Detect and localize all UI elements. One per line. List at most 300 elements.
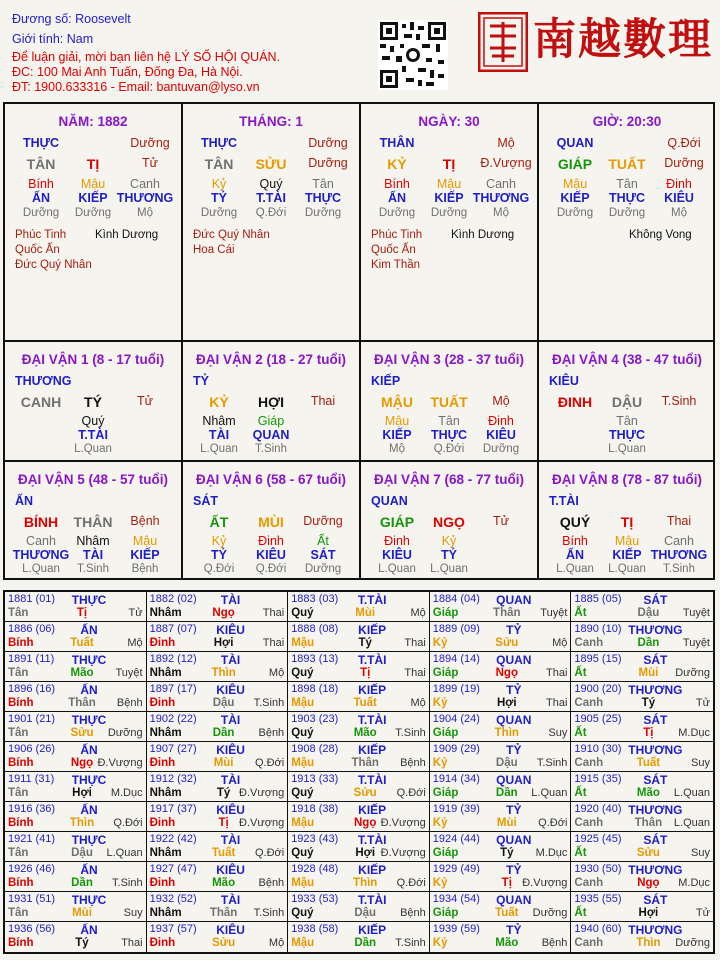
gender: Giới tính: Nam bbox=[12, 32, 94, 46]
pillar-stem: TÂN bbox=[26, 156, 56, 172]
year-stem: Đinh bbox=[149, 817, 176, 829]
year-god: KIẾP bbox=[358, 803, 387, 817]
dai-van-hidden: Giáp bbox=[257, 414, 285, 428]
dai-van-hidden: Canh bbox=[664, 534, 694, 548]
dai-van-branch: THÂN bbox=[73, 514, 113, 530]
year-stem: Tân bbox=[8, 727, 29, 739]
year-branch: Mão bbox=[495, 937, 519, 949]
year-cell bbox=[571, 652, 713, 682]
hidden-stem: Canh bbox=[486, 177, 516, 191]
year-stage: L.Quan bbox=[531, 787, 568, 799]
year-stem: Nhâm bbox=[149, 727, 182, 739]
hidden-god: KIÊU bbox=[664, 191, 694, 205]
year-branch: Mùi bbox=[355, 607, 376, 619]
year-god: TỶ bbox=[506, 683, 522, 697]
year-cell bbox=[430, 622, 572, 652]
dai-van-title: ĐẠI VẬN 8 (78 - 87 tuổi) bbox=[551, 472, 703, 487]
dai-van-branch: TỊ bbox=[620, 514, 634, 530]
year-stem: Đinh bbox=[149, 757, 176, 769]
year-cell bbox=[430, 742, 572, 772]
year-stem: Giáp bbox=[432, 847, 459, 859]
year-branch: Dần bbox=[212, 727, 235, 739]
year-cell bbox=[147, 772, 289, 802]
dai-van-hidden-phase: T.Sinh bbox=[663, 563, 695, 575]
star-item: Đức Quý Nhân bbox=[15, 259, 92, 271]
year-cell bbox=[288, 832, 430, 862]
year-stage: L.Quan bbox=[106, 847, 143, 859]
year-label: 1913 (33) bbox=[291, 773, 339, 785]
dai-van-hidden: Tân bbox=[616, 414, 638, 428]
pillar-branch: TUẤT bbox=[608, 156, 646, 172]
year-stage: Thai bbox=[262, 637, 285, 649]
hidden-stem: Mậu bbox=[80, 177, 106, 191]
year-cell bbox=[430, 892, 572, 922]
hidden-phase: Mộ bbox=[493, 207, 509, 219]
dai-van-hidden-god: TÀI bbox=[82, 548, 104, 562]
year-stem: Canh bbox=[574, 637, 604, 649]
year-label: 1891 (11) bbox=[8, 653, 55, 665]
year-stage: Mộ bbox=[410, 697, 426, 709]
year-branch: Tị bbox=[643, 727, 654, 739]
year-god: SÁT bbox=[643, 593, 668, 607]
hidden-god: THỰC bbox=[304, 191, 342, 205]
year-branch: Mùi bbox=[496, 817, 517, 829]
year-stem: Quý bbox=[291, 907, 314, 919]
year-stem: Bính bbox=[8, 637, 34, 649]
year-stage: T.Sinh bbox=[536, 757, 568, 769]
year-god: THƯƠNG bbox=[628, 803, 683, 817]
year-stem: Kỷ bbox=[432, 937, 448, 949]
year-stage: T.Sinh bbox=[253, 697, 285, 709]
year-stage: T.Sinh bbox=[395, 937, 426, 949]
year-label: 1920 (40) bbox=[574, 803, 622, 815]
year-stem: Quý bbox=[291, 607, 314, 619]
pillar-phase: Q.Đới bbox=[667, 136, 701, 150]
year-god: KIẾP bbox=[358, 743, 387, 757]
year-stem: Nhâm bbox=[149, 847, 182, 859]
dai-van-hidden-god: KIẾP bbox=[382, 428, 412, 442]
dai-van-hidden-phase: L.Quan bbox=[74, 443, 112, 455]
year-label: 1901 (21) bbox=[8, 713, 56, 725]
year-stem: Mậu bbox=[291, 937, 315, 949]
year-branch: Thìn bbox=[636, 937, 661, 949]
year-cell bbox=[571, 772, 713, 802]
year-stem: Giáp bbox=[432, 787, 459, 799]
year-stem: Quý bbox=[291, 787, 314, 799]
year-stem: Ất bbox=[574, 847, 587, 859]
dai-van-stage: Tử bbox=[136, 394, 154, 408]
year-god: KIÊU bbox=[216, 743, 245, 757]
dai-van-hidden: Tân bbox=[438, 414, 460, 428]
year-branch: Hợi bbox=[355, 847, 376, 859]
year-label: 1940 (60) bbox=[574, 923, 622, 935]
hidden-god: THƯƠNG bbox=[116, 191, 174, 205]
year-stage: Suy bbox=[691, 757, 710, 769]
year-label: 1937 (57) bbox=[149, 923, 197, 935]
star-item: Kim Thần bbox=[371, 259, 421, 271]
year-label: 1909 (29) bbox=[432, 743, 480, 755]
dai-van-hidden: Kỷ bbox=[441, 534, 457, 548]
dai-van-hidden-phase: T.Sinh bbox=[255, 443, 287, 455]
year-cell bbox=[147, 712, 289, 742]
dai-van-hidden: Mậu bbox=[132, 534, 158, 548]
dai-van-hidden-phase: Dưỡng bbox=[482, 443, 520, 455]
year-god: THƯƠNG bbox=[628, 623, 683, 637]
address-line: ĐC: 100 Mai Anh Tuấn, Đống Đa, Hà Nội. bbox=[12, 65, 243, 79]
pillar-title: GIỜ: 20:30 bbox=[592, 114, 662, 129]
pillar-stage: Tử bbox=[141, 156, 159, 170]
hidden-god: T.TÀI bbox=[256, 191, 286, 205]
year-label: 1892 (12) bbox=[149, 653, 197, 665]
year-stem: Ất bbox=[574, 667, 587, 679]
year-branch: Ngọ bbox=[354, 817, 377, 829]
dai-van-hidden: Nhâm bbox=[76, 534, 110, 548]
year-cell bbox=[571, 922, 713, 952]
year-cell bbox=[147, 892, 289, 922]
year-branch: Hợi bbox=[638, 907, 659, 919]
dai-van-title: ĐẠI VẬN 4 (38 - 47 tuổi) bbox=[551, 352, 703, 367]
year-stem: Nhâm bbox=[149, 607, 182, 619]
year-god: SÁT bbox=[643, 653, 668, 667]
year-cell bbox=[5, 682, 147, 712]
year-stem: Canh bbox=[574, 877, 604, 889]
dai-van-god: ẤN bbox=[15, 494, 34, 508]
dai-van-hidden-phase: Dưỡng bbox=[304, 563, 342, 575]
year-branch: Tuất bbox=[495, 907, 519, 919]
year-stem: Giáp bbox=[432, 607, 459, 619]
year-label: 1924 (44) bbox=[432, 833, 480, 845]
dai-van-hidden-god: KIÊU bbox=[382, 548, 412, 562]
dai-van-hidden-god: KIẾP bbox=[130, 548, 160, 562]
year-label: 1896 (16) bbox=[8, 683, 56, 695]
year-label: 1881 (01) bbox=[8, 593, 56, 605]
year-god: T.TÀI bbox=[357, 593, 387, 607]
dai-van-hidden-phase: Q.Đới bbox=[255, 563, 287, 575]
year-stage: Tuyệt bbox=[115, 667, 143, 679]
hidden-god: THỰC bbox=[608, 191, 646, 205]
year-stem: Ất bbox=[574, 787, 587, 799]
year-label: 1894 (14) bbox=[432, 653, 480, 665]
pillar-title: NGÀY: 30 bbox=[418, 114, 480, 129]
year-branch: Dần bbox=[637, 637, 660, 649]
owner-name: Đương số: Roosevelt bbox=[12, 12, 131, 26]
year-stage: M.Dục bbox=[678, 877, 710, 889]
year-stage: Q.Đới bbox=[396, 877, 426, 889]
hidden-god: KIẾP bbox=[78, 191, 108, 205]
year-god: SÁT bbox=[643, 713, 668, 727]
hidden-phase: Dưỡng bbox=[556, 207, 594, 219]
dai-van-hidden-god: SÁT bbox=[310, 548, 336, 562]
year-stem: Tân bbox=[8, 607, 29, 619]
year-god: QUAN bbox=[496, 773, 532, 787]
year-cell bbox=[288, 772, 430, 802]
pillar-stem: KỶ bbox=[387, 156, 407, 172]
dai-van-god: KIÊU bbox=[549, 374, 579, 388]
year-stage: M.Dục bbox=[678, 727, 710, 739]
year-label: 1927 (47) bbox=[149, 863, 197, 875]
year-god: QUAN bbox=[496, 833, 532, 847]
year-branch: Dần bbox=[71, 877, 93, 889]
dai-van-stage: Tử bbox=[492, 514, 510, 528]
year-stem: Bính bbox=[8, 817, 34, 829]
year-label: 1903 (23) bbox=[291, 713, 339, 725]
year-stage: Q.Đới bbox=[396, 787, 426, 799]
year-stage: Bệnh bbox=[258, 727, 285, 739]
contact-line: Để luận giải, mời bạn liên hệ LÝ SỐ HỘI QUÁN. bbox=[12, 50, 281, 64]
dai-van-hidden-god: KIÊU bbox=[256, 548, 286, 562]
hidden-stem: Bính bbox=[384, 177, 410, 191]
dai-van-hidden: Kỷ bbox=[211, 534, 227, 548]
year-branch: Thân bbox=[634, 817, 663, 829]
year-grid bbox=[3, 590, 715, 954]
pillar-branch: SỬU bbox=[255, 156, 287, 172]
year-god: ẤN bbox=[80, 683, 98, 697]
year-god: TỶ bbox=[506, 623, 522, 637]
year-stem: Đinh bbox=[149, 697, 176, 709]
year-stem: Bính bbox=[8, 937, 34, 949]
year-stem: Đinh bbox=[149, 937, 176, 949]
year-branch: Hợi bbox=[213, 637, 234, 649]
year-branch: Thìn bbox=[69, 817, 95, 829]
logo-title: 南越數理 bbox=[533, 15, 713, 65]
year-label: 1932 (52) bbox=[149, 893, 197, 905]
year-label: 1890 (10) bbox=[574, 623, 622, 635]
dai-van-stem: CANH bbox=[20, 394, 62, 410]
year-stage: Mộ bbox=[268, 667, 285, 679]
year-stage: Đ.Vượng bbox=[380, 847, 426, 859]
dai-van-branch: TUẤT bbox=[430, 394, 468, 410]
year-stage: Suy bbox=[548, 727, 568, 739]
year-branch: Sửu bbox=[70, 727, 94, 739]
dai-van-hidden-phase: L.Quan bbox=[430, 563, 468, 575]
year-cell bbox=[5, 592, 147, 622]
year-stage: Tuyệt bbox=[540, 607, 568, 619]
year-god: T.TÀI bbox=[357, 713, 387, 727]
year-label: 1910 (30) bbox=[574, 743, 622, 755]
year-label: 1914 (34) bbox=[432, 773, 480, 785]
year-cell bbox=[147, 742, 289, 772]
year-god: T.TÀI bbox=[357, 893, 387, 907]
hidden-phase: Q.Đới bbox=[255, 207, 287, 219]
year-stage: Đ.Vượng bbox=[522, 877, 568, 889]
year-stem: Tân bbox=[8, 847, 29, 859]
year-god: ẤN bbox=[80, 923, 98, 937]
year-cell bbox=[147, 592, 289, 622]
year-stem: Quý bbox=[291, 667, 314, 679]
year-stem: Nhâm bbox=[149, 907, 182, 919]
dai-van-hidden-god: KIÊU bbox=[486, 428, 516, 442]
year-branch: Dậu bbox=[637, 607, 660, 619]
year-god: T.TÀI bbox=[357, 773, 387, 787]
year-stage: Thai bbox=[404, 667, 426, 679]
star-item: Phúc Tinh bbox=[371, 229, 423, 241]
dai-van-hidden-god: THƯƠNG bbox=[12, 548, 70, 562]
year-stage: Tử bbox=[128, 607, 143, 619]
seal-stamp-icon bbox=[478, 12, 528, 72]
year-stem: Kỷ bbox=[432, 757, 448, 769]
year-cell bbox=[571, 892, 713, 922]
year-branch: Tị bbox=[501, 877, 512, 889]
year-stem: Mậu bbox=[291, 637, 315, 649]
year-cell bbox=[430, 712, 572, 742]
year-stem: Mậu bbox=[291, 757, 315, 769]
year-label: 1888 (08) bbox=[291, 623, 339, 635]
dai-van-hidden-god: T.TÀI bbox=[78, 428, 108, 442]
year-label: 1922 (42) bbox=[149, 833, 197, 845]
pillar-phase: Mộ bbox=[497, 136, 515, 150]
year-stage: Bệnh bbox=[400, 907, 426, 919]
year-cell bbox=[288, 862, 430, 892]
year-god: THƯƠNG bbox=[628, 863, 683, 877]
dai-van-title: ĐẠI VẬN 2 (18 - 27 tuổi) bbox=[195, 352, 347, 367]
dai-van-hidden-phase: L.Quan bbox=[608, 443, 646, 455]
year-cell bbox=[5, 862, 147, 892]
year-cell bbox=[147, 802, 289, 832]
year-cell bbox=[288, 742, 430, 772]
star-extra: Kình Dương bbox=[451, 229, 515, 241]
year-cell bbox=[5, 892, 147, 922]
year-branch: Tuất bbox=[636, 757, 661, 769]
year-label: 1921 (41) bbox=[8, 833, 56, 845]
year-stem: Bính bbox=[8, 877, 34, 889]
year-god: THỰC bbox=[71, 653, 107, 667]
year-god: T.TÀI bbox=[357, 653, 387, 667]
year-branch: Sửu bbox=[495, 637, 519, 649]
pillar-god: THỰC bbox=[22, 136, 60, 150]
dai-van-hidden-god: KIẾP bbox=[612, 548, 642, 562]
year-stem: Mậu bbox=[291, 817, 315, 829]
year-stage: Bệnh bbox=[541, 937, 568, 949]
year-stem: Giáp bbox=[432, 907, 459, 919]
year-god: KIÊU bbox=[216, 803, 245, 817]
dai-van-hidden: Mậu bbox=[614, 534, 640, 548]
year-stage: T.Sinh bbox=[253, 907, 285, 919]
year-stem: Mậu bbox=[291, 697, 315, 709]
dai-van-stage: Mộ bbox=[492, 394, 510, 408]
year-god: THỰC bbox=[71, 593, 107, 607]
year-cell bbox=[288, 922, 430, 952]
dai-van-hidden: Đinh bbox=[258, 534, 284, 548]
year-stage: L.Quan bbox=[673, 787, 710, 799]
dai-van-hidden: Nhâm bbox=[202, 414, 236, 428]
year-branch: Mùi bbox=[638, 667, 659, 679]
year-label: 1893 (13) bbox=[291, 653, 339, 665]
dai-van-stage: T.Sinh bbox=[661, 394, 697, 408]
hidden-stem: Mậu bbox=[562, 177, 588, 191]
dai-van-hidden-phase: L.Quan bbox=[200, 443, 238, 455]
year-label: 1899 (19) bbox=[432, 683, 480, 695]
year-branch: Dần bbox=[495, 787, 518, 799]
year-branch: Thân bbox=[209, 907, 238, 919]
star-extra: Kình Dương bbox=[95, 229, 159, 241]
year-god: KIÊU bbox=[216, 683, 245, 697]
year-branch: Mùi bbox=[213, 757, 234, 769]
year-branch: Tý bbox=[358, 637, 372, 649]
dai-van-branch: HỢI bbox=[258, 394, 284, 410]
dai-van-hidden-phase: L.Quan bbox=[378, 563, 416, 575]
year-label: 1911 (31) bbox=[8, 773, 55, 785]
year-stem: Mậu bbox=[291, 877, 315, 889]
year-label: 1916 (36) bbox=[8, 803, 56, 815]
dai-van-god: TỶ bbox=[193, 374, 209, 388]
year-stem: Đinh bbox=[149, 877, 176, 889]
year-label: 1919 (39) bbox=[432, 803, 480, 815]
year-god: QUAN bbox=[496, 593, 532, 607]
dai-van-branch: DẬU bbox=[611, 394, 643, 410]
year-stage: Mộ bbox=[268, 937, 285, 949]
year-stem: Tân bbox=[8, 907, 29, 919]
pillar-stem: GIÁP bbox=[557, 156, 593, 172]
dai-van-god: SÁT bbox=[193, 494, 218, 508]
pillar-stem: TÂN bbox=[204, 156, 234, 172]
year-stage: Đ.Vượng bbox=[380, 817, 426, 829]
pillar-god: THỰC bbox=[200, 136, 238, 150]
year-branch: Tuất bbox=[211, 847, 236, 859]
star-item: Đức Quý Nhân bbox=[193, 229, 270, 241]
year-god: TÀI bbox=[220, 593, 241, 607]
year-god: THỰC bbox=[71, 893, 107, 907]
year-branch: Tị bbox=[360, 667, 371, 679]
hidden-phase: Dưỡng bbox=[304, 207, 342, 219]
dai-van-hidden: Canh bbox=[26, 534, 56, 548]
year-label: 1900 (20) bbox=[574, 683, 622, 695]
dai-van-hidden: Đinh bbox=[488, 414, 514, 428]
year-label: 1905 (25) bbox=[574, 713, 622, 725]
year-stage: M.Dục bbox=[535, 847, 568, 859]
year-stage: M.Dục bbox=[110, 787, 143, 799]
year-cell bbox=[147, 862, 289, 892]
year-god: ẤN bbox=[80, 623, 98, 637]
year-label: 1882 (02) bbox=[149, 593, 197, 605]
year-god: KIÊU bbox=[216, 863, 245, 877]
year-stage: Thai bbox=[262, 607, 285, 619]
year-god: ẤN bbox=[80, 743, 98, 757]
year-god: QUAN bbox=[496, 893, 532, 907]
year-stem: Ất bbox=[574, 607, 587, 619]
year-stem: Tân bbox=[8, 667, 29, 679]
star-item: Quốc Ấn bbox=[15, 244, 60, 256]
hidden-phase: Dưỡng bbox=[22, 207, 60, 219]
year-cell bbox=[571, 712, 713, 742]
year-label: 1898 (18) bbox=[291, 683, 339, 695]
year-branch: Thìn bbox=[353, 877, 378, 889]
year-stem: Kỷ bbox=[432, 637, 448, 649]
qr-code-icon[interactable] bbox=[378, 20, 448, 90]
dai-van-hidden-god: THƯƠNG bbox=[650, 548, 708, 562]
phone-email-line: ĐT: 1900.633316 - Email: bantuvan@lyso.vn bbox=[12, 80, 260, 94]
year-branch: Ngọ bbox=[637, 877, 660, 889]
year-stem: Quý bbox=[291, 847, 314, 859]
year-cell bbox=[5, 772, 147, 802]
year-god: KIÊU bbox=[216, 923, 245, 937]
year-god: TÀI bbox=[220, 773, 241, 787]
year-branch: Hợi bbox=[72, 787, 92, 799]
pillar-stage: Đ.Vượng bbox=[480, 156, 532, 170]
year-cell bbox=[430, 592, 572, 622]
dai-van-hidden-phase: Mộ bbox=[389, 443, 405, 455]
hidden-phase: Dưỡng bbox=[430, 207, 468, 219]
hidden-stem: Kỷ bbox=[211, 177, 227, 191]
header bbox=[0, 0, 720, 100]
year-branch: Tý bbox=[75, 937, 89, 949]
dai-van-hidden-phase: Q.Đới bbox=[433, 443, 465, 455]
year-label: 1912 (32) bbox=[149, 773, 197, 785]
year-label: 1883 (03) bbox=[291, 593, 339, 605]
year-label: 1907 (27) bbox=[149, 743, 197, 755]
year-branch: Ngọ bbox=[70, 757, 94, 769]
hidden-stem: Quý bbox=[259, 177, 283, 191]
year-branch: Thân bbox=[351, 757, 379, 769]
